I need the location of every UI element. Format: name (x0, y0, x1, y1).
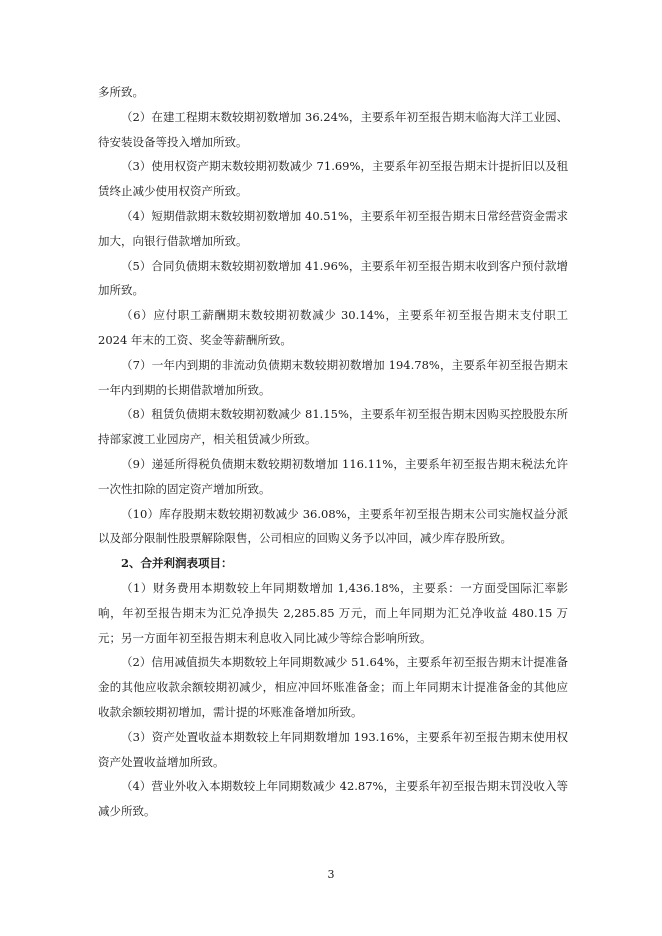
balance-item-6: （6）应付职工薪酬期末数较期初数减少 30.14%，主要系年初至报告期末支付职工 2024 年末的工资、奖金等薪酬所致。 (98, 308, 568, 347)
balance-item-4: （4）短期借款期末数较期初数增加 40.51%，主要系年初至报告期末日常经营资金需求加大，向银行借款增加所致。 (98, 208, 568, 248)
income-item-3: （3）资产处置收益本期数较上年同期数增加 193.16%，主要系年初至报告期末使用权资产处置收益增加所致。 (98, 729, 568, 769)
balance-item-3: （3）使用权资产期末数较期初数减少 71.69%，主要系年初至报告期末计提折旧以及租赁终止减少使用权资产所致。 (98, 159, 568, 199)
income-item-4: （4）营业外收入本期数较上年同期数减少 42.87%，主要系年初至报告期末罚没收入等减少所致。 (98, 779, 568, 819)
balance-item-10: （10）库存股期末数较期初数减少 36.08%，主要系年初至报告期末公司实施权益分派以及部分限制性股票解除限售，公司相应的回购义务予以冲回，减少库存股所致。 (98, 506, 568, 546)
page-number: 3 (327, 868, 335, 881)
balance-item-7: （7）一年内到期的非流动负债期末数较期初数增加 194.78%，主要系年初至报告期末一年内到期的长期借款增加所致。 (98, 357, 568, 397)
income-item-1: （1）财务费用本期数较上年同期数增加 1,436.18%，主要系：一方面受国际汇率影响，年初至报告期末为汇兑净损失 2,285.85 万元，而上年同期为汇兑净收益 480.15 万元；另一方面年初至报告期末利息收入同比减少等综合影响所致。 (98, 580, 568, 645)
balance-item-8: （8）租赁负债期末数较期初数减少 81.15%，主要系年初至报告期末因购买控股股东所持部家渡工业园房产，相关租赁减少所致。 (98, 407, 568, 447)
document-body (98, 80, 568, 824)
income-item-2: （2）信用减值损失本期数较上年同期数减少 51.64%，主要系年初至报告期末计提准备金的其他应收款余额较期初减少，相应冲回坏账准备金；而上年同期末计提准备金的其他应收款余额较期初增加，需计提的坏账准备增加所致。 (98, 655, 568, 719)
balance-item-5: （5）合同负债期末数较期初数增加 41.96%，主要系年初至报告期末收到客户预付款增加所致。 (98, 258, 568, 298)
balance-item-9: （9）递延所得税负债期末数较期初数增加 116.11%，主要系年初至报告期末税法允许一次性扣除的固定资产增加所致。 (98, 456, 568, 496)
continuation-text: 多所致。 (98, 85, 144, 99)
income-section-heading: 2、合并利润表项目： (121, 556, 233, 571)
balance-item-2: （2）在建工程期末数较期初数增加 36.24%，主要系年初至报告期末临海大洋工业园、待安装设备等投入增加所致。 (98, 109, 568, 149)
